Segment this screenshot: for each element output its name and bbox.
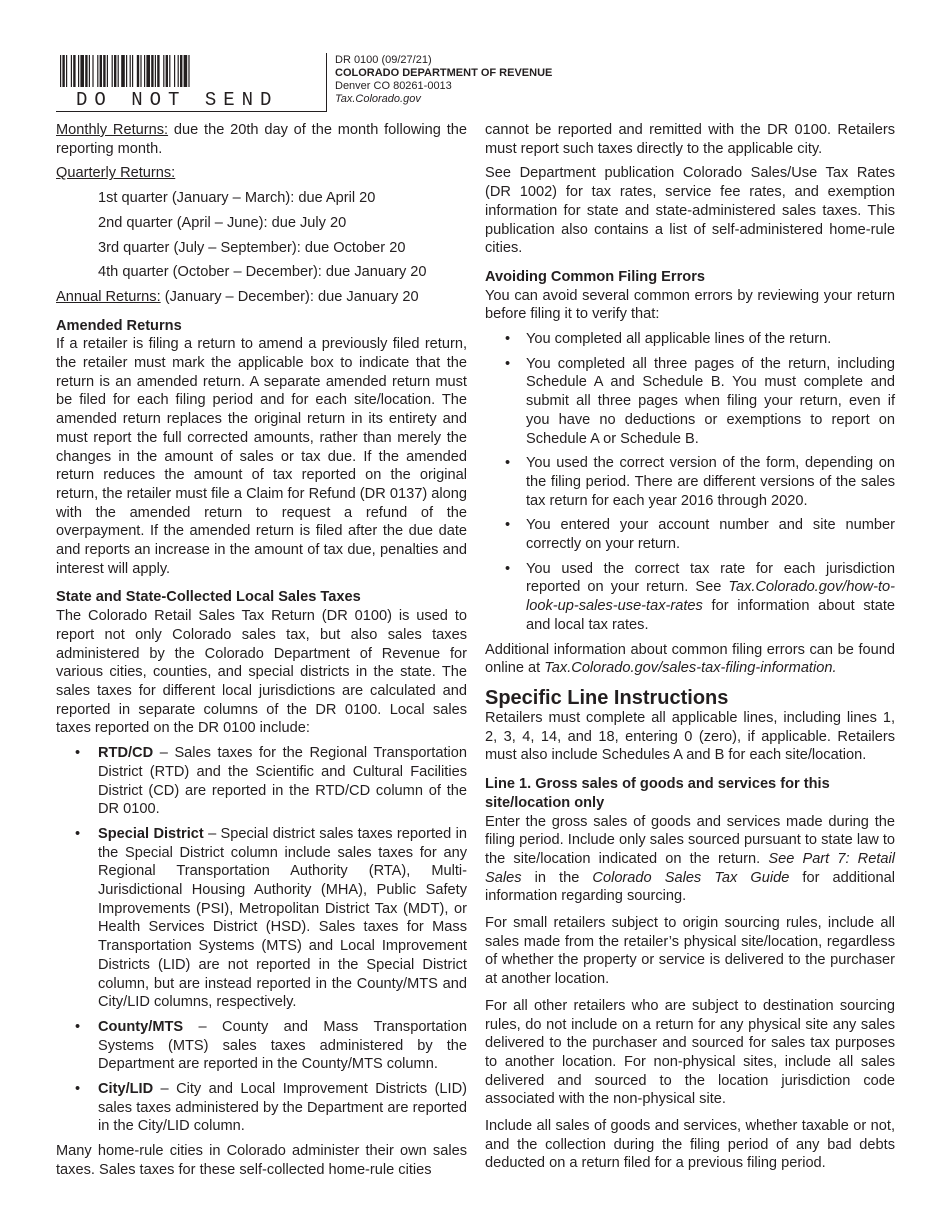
bullet-text: – Special district sales taxes reported in the Special District column include sales taxes for any Regional Transportation Authority (RTA), Multi-Jurisdictional Housing Authority (MHA), Public Safety Improvements (PSI), Metropolitan District Tax (MDT), or Health Services District (HSD). Sales taxes for Mass Transportation Systems (MTS) and Local Improvement Districts (LID) are not reported in the Special District column, but are instead reported in the County/MTS and City/LID columns, respectively. [98, 825, 467, 1011]
quarterly-returns-label: Quarterly Returns: [56, 165, 176, 182]
filing-errors-heading: Avoiding Common Filing Errors [485, 268, 705, 285]
list-item [56, 1018, 467, 1074]
list-item: • You entered your account number and site number correctly on your return. [485, 516, 895, 553]
line-1-text [485, 813, 895, 907]
quarterly-returns [56, 164, 467, 183]
specific-line-heading: Specific Line Instructions [485, 686, 729, 709]
continued-text: cannot be reported and remitted with the DR 0100. Retailers must report such taxes directly to the applicable city. [485, 122, 895, 157]
barcode-area [56, 53, 284, 111]
barcode-image [60, 55, 282, 87]
publication-text: See Department publication Colorado Sales/Use Tax Rates (DR 1002) for tax rates, service fee rates, and exemption information for state and state-administered sales taxes. This publication also contains a list of self-administered home-rule cities. [485, 165, 895, 257]
rate-bullet-text-end: for information about state and local tax rates. [526, 598, 895, 633]
rate-bullet-text: You used the correct tax rate for each jurisdiction reported on your return. See [526, 560, 895, 596]
list-item [56, 825, 467, 1012]
monthly-returns [56, 121, 467, 158]
retail-sales-reference: See Part 7: Retail Sales [485, 850, 895, 886]
line-1-text-start: Enter the gross sales of goods and services made during the filing period. Include only sales sourced pursuant to state law to the site/location indicated on the return. [485, 813, 895, 867]
department-name: COLORADO DEPARTMENT OF REVENUE [335, 67, 553, 79]
line-1-text-end: for additional information regarding sourcing. [485, 869, 896, 905]
monthly-returns-label: Monthly Returns: [56, 122, 169, 138]
filing-information-link[interactable]: Tax.Colorado.gov/sales-tax-filing-information. [544, 660, 837, 677]
bullet-term: Special District [98, 825, 204, 842]
quarter-4: 4th quarter (October – December): due January 20 [98, 264, 427, 281]
department-address: Denver CO 80261-0013 [335, 80, 452, 92]
quarter-2: 2nd quarter (April – June): due July 20 [98, 214, 347, 231]
bullet-text: – Sales taxes for the Regional Transportation District (RTD) and the Scientific and Cultural Facilities District (CD) are reported in the RTD/CD column of the DR 0100. [98, 745, 467, 818]
annual-returns [56, 288, 467, 307]
department-website: Tax.Colorado.gov [335, 93, 421, 105]
list-item: • You completed all three pages of the return, including Schedule A and Schedule B. You must complete and submit all three pages when filing your return, even if you have no deductions or exemptions to report on Schedule A or Schedule B. [485, 355, 895, 449]
bullet-term: RTD/CD [98, 745, 154, 762]
monthly-returns-text: due the 20th day of the month following the reporting month. [56, 122, 467, 157]
barcode-text: DO NOT SEND [76, 89, 279, 111]
additional-info [485, 641, 895, 678]
amended-returns-heading: Amended Returns [56, 317, 182, 334]
header-vertical-divider [326, 53, 327, 112]
annual-returns-label: Annual Returns: [56, 288, 161, 305]
amended-returns-text: If a retailer is filing a return to amend a previously filed return, the retailer must mark the applicable box to indicate that the return is an amended return. A separate amended return must be filed for each filing period and for each site/location. The amended return replaces the original return in its entirety and must report the full corrected amounts, rather than merely the changes in the amount of sales or tax due. If the amended return reduces the amount of tax reported on the original return, the retailer must file a Claim for Refund (DR 0137) along with the amended return to request a refund of the overpayment. If the amended return is filed after the due date and reports an increase in the amount of tax due, penalties and interest will apply. [56, 336, 467, 577]
list-item: • You used the correct version of the form, depending on the filing period. There are different versions of the sales tax return for each year 2016 through 2020. [485, 454, 895, 510]
bullet-term: County/MTS [98, 1018, 184, 1035]
form-number: DR 0100 (09/27/21) [335, 54, 432, 66]
left-column [56, 121, 467, 1180]
tax-rates-link[interactable]: Tax.Colorado.gov/how-to-look-up-sales-use-tax-rates [526, 579, 895, 615]
quarter-1: 1st quarter (January – March): due April 20 [98, 190, 376, 207]
additional-info-text: Additional information about common filing errors can be found online at [485, 641, 895, 677]
list-item [56, 1080, 467, 1136]
list-item [56, 744, 467, 819]
specific-line-text: Retailers must complete all applicable lines, including lines 1, 2, 3, 4, 14, and 18, entering 0 (zero), if applicable. Retailers must also include Schedules A and B for each site/location. [485, 709, 895, 764]
line-1-text-mid: in the [521, 869, 593, 886]
small-retailers-text: For small retailers subject to origin sourcing rules, include all sales made from the retailer’s physical site/location, regardless of whether the property or service is delivered to the purchaser at another location. [485, 915, 895, 988]
filing-errors-intro: You can avoid several common errors by reviewing your return before filing it to verify that: [485, 287, 895, 323]
bullet-text: – City and Local Improvement Districts (LID) sales taxes administered by the Department are reported in the City/LID column. [98, 1081, 467, 1135]
right-column [485, 121, 895, 1173]
home-rule-text: Many home-rule cities in Colorado administer their own sales taxes. Sales taxes for these self-collected home-rule cities [56, 1143, 467, 1178]
form-info [335, 54, 552, 106]
quarter-3: 3rd quarter (July – September): due October 20 [98, 239, 406, 256]
list-item: • You completed all applicable lines of the return. [485, 330, 895, 349]
annual-returns-text: (January – December): due January 20 [160, 288, 419, 305]
list-item [485, 560, 895, 635]
local-taxes-list [56, 744, 467, 1136]
state-taxes-text: The Colorado Retail Sales Tax Return (DR 0100) is used to report not only Colorado sales tax, but also sales taxes administered by the Colorado Department of Revenue for various cities, counties, and special districts in the state. The sales taxes for different local jurisdictions are calculated and reported in separate columns of the DR 0100. Local sales taxes reported on the DR 0100 include: [56, 608, 467, 737]
other-retailers-text: For all other retailers who are subject to destination sourcing rules, do not include on a return for any physical site any sales delivered to the purchaser and sourced for sales tax purposes to another location. For non-physical sites, include all sales delivered and sourced to the location jurisdiction code associated with the non-physical site. [485, 997, 895, 1108]
bullet-text: – County and Mass Transportation Systems (MTS) sales taxes administered by the Department are reported in the County/MTS column. [98, 1018, 467, 1073]
line-1-heading: Line 1. Gross sales of goods and services for this site/location only [485, 776, 830, 811]
sales-tax-guide-reference: Colorado Sales Tax Guide [592, 869, 790, 886]
bullet-term: City/LID [98, 1081, 154, 1098]
state-taxes-heading: State and State-Collected Local Sales Taxes [56, 589, 361, 606]
include-all-sales-text: Include all sales of goods and services, whether taxable or not, and the collection during the filing period of any bad debts deducted on a return filed for a previous filing period. [485, 1118, 895, 1172]
header-divider [56, 111, 326, 112]
filing-errors-list [485, 330, 895, 635]
